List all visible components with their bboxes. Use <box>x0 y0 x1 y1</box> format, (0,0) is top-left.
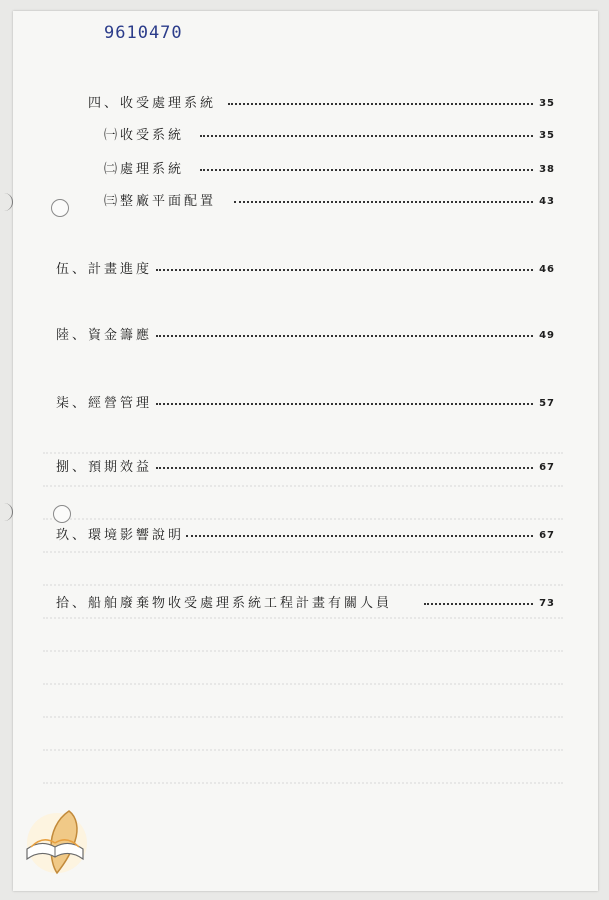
toc-entry-page: 46 <box>539 264 555 275</box>
dot-leader <box>424 603 533 605</box>
toc-entry-label: 伍、計畫進度 <box>56 262 153 277</box>
library-logo-icon <box>17 801 99 883</box>
binder-edge-mark <box>0 503 13 521</box>
dot-leader <box>156 335 533 337</box>
toc-entry[interactable] <box>104 193 555 211</box>
toc-entry[interactable] <box>56 327 555 345</box>
toc-entry-page: 38 <box>539 164 555 175</box>
toc-entry-label: 捌、預期效益 <box>56 460 153 475</box>
dot-leader <box>156 269 533 271</box>
dot-leader <box>156 467 533 469</box>
toc-entry-label: 柒、經營管理 <box>56 396 153 411</box>
dot-leader <box>200 169 533 171</box>
toc-entry[interactable] <box>104 161 555 179</box>
toc-entry[interactable] <box>56 261 555 279</box>
dot-leader <box>200 135 533 137</box>
dot-leader <box>234 201 533 203</box>
toc-entry-page: 35 <box>539 130 555 141</box>
toc-entry-page: 73 <box>539 598 555 609</box>
toc-entry-page: 49 <box>539 330 555 341</box>
toc-entry-page: 43 <box>539 196 555 207</box>
document-number-stamp: 9610470 <box>104 23 183 43</box>
toc-entry[interactable] <box>56 595 555 613</box>
toc-entry[interactable] <box>56 527 555 545</box>
toc-entry-label: ㈢整廠平面配置 <box>104 194 217 209</box>
toc-entry[interactable] <box>56 459 555 477</box>
toc-entry[interactable] <box>88 95 555 113</box>
toc-entry-label: ㈡處理系統 <box>104 162 185 177</box>
toc-entry-page: 67 <box>539 462 555 473</box>
dot-leader <box>228 103 533 105</box>
document-page <box>13 11 598 891</box>
toc-entry-page: 67 <box>539 530 555 541</box>
binder-edge-mark <box>0 193 13 211</box>
dot-leader <box>186 535 533 537</box>
toc-entry-page: 57 <box>539 398 555 409</box>
toc-entry-label: 拾、船舶廢棄物收受處理系統工程計畫有關人員 <box>56 596 393 611</box>
toc-entry[interactable] <box>104 127 555 145</box>
punch-hole <box>51 199 69 217</box>
toc-entry[interactable] <box>56 395 555 413</box>
toc-entry-page: 35 <box>539 98 555 109</box>
dot-leader <box>156 403 533 405</box>
toc-entry-label: 四、收受處理系統 <box>88 96 217 111</box>
punch-hole <box>53 505 71 523</box>
toc-entry-label: 陸、資金籌應 <box>56 328 153 343</box>
bleed-through-lines <box>43 451 563 871</box>
toc-entry-label: 玖、環境影響說明 <box>56 528 185 543</box>
toc-entry-label: ㈠收受系統 <box>104 128 185 143</box>
